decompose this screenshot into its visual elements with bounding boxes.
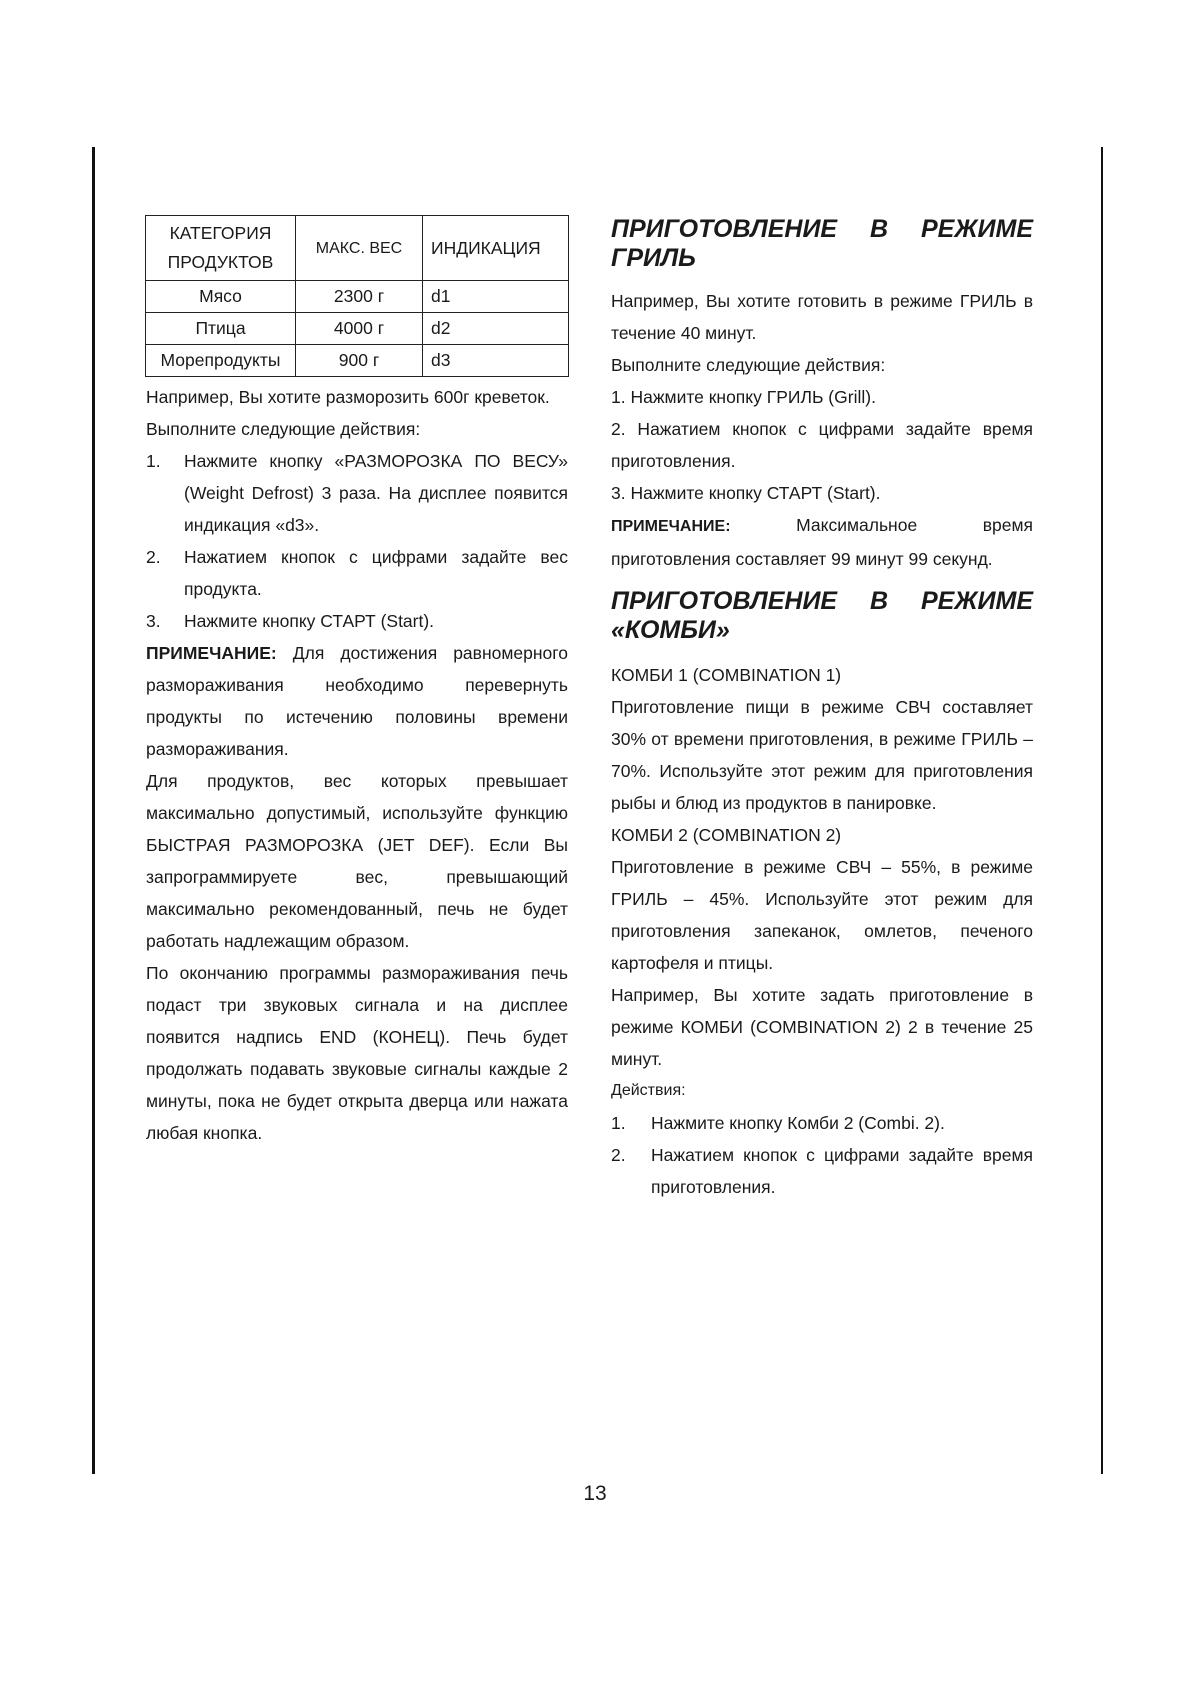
title-word: ПРИГОТОВЛЕНИЕ [611,215,838,243]
list-item [611,1139,1033,1203]
defrost-note [146,637,568,765]
title-line-1 [611,587,1033,616]
grill-note [611,509,1033,575]
table-cell-weight: 4000 г [296,313,423,345]
title-word: В [870,587,889,615]
step-text: Нажмите кнопку Комби 2 (Combi. 2). [651,1113,945,1133]
note-label: ПРИМЕЧАНИЕ: [146,643,277,663]
combi-steps-list [611,1107,1033,1203]
note-label: ПРИМЕЧАНИЕ: [611,518,731,535]
page-number: 13 [583,1482,607,1505]
table-header-max-weight: МАКС. ВЕС [296,216,423,281]
left-column [146,215,568,1149]
note-text: Для достижения равномерного размораживания необходимо перевернуть продукты по истечению половины времени размораживания. [146,643,568,759]
table-cell-category: Мясо [146,281,296,313]
title-word: В [870,215,889,243]
step-text: Нажатием кнопок с цифрами задайте время приготовления. [651,1145,1033,1197]
combi-section-title [611,587,1033,645]
list-item [146,605,568,637]
combi-actions-heading: Действия: [611,1082,686,1099]
title-line-2: «КОМБИ» [611,616,730,644]
table-row [146,313,569,345]
defrost-end-paragraph: По окончанию программы размораживания печь подаст три звуковых сигнала и на дисплее появится надпись END (КОНЕЦ). Печь будет продолжать подавать звуковые сигналы каждые 2 минуты, пока не будет открыта дверца или нажата любая кнопка. [146,963,568,1143]
step-number: 2. [146,547,161,567]
list-item [146,541,568,605]
table-row [146,281,569,313]
table-cell-weight: 900 г [296,345,423,377]
combi-example-text: Например, Вы хотите задать приготовление в режиме КОМБИ (COMBINATION 2) 2 в течение 25 минут. [611,985,1033,1069]
step-number: 2. [611,1145,626,1165]
grill-example-text: Например, Вы хотите готовить в режиме ГРИЛЬ в течение 40 минут. [611,291,1033,343]
defrost-example-text: Например, Вы хотите разморозить 600г креветок. [146,387,550,407]
list-item [146,445,568,541]
title-word: РЕЖИМЕ [920,215,1033,243]
list-item [611,1107,1033,1139]
table-cell-code: d1 [423,281,569,313]
page-border-left [92,147,95,1474]
combi1-description: Приготовление пищи в режиме СВЧ составляет 30% от времени приготовления, в режиме ГРИЛЬ – 70%. Используйте этот режим для приготовления рыбы и блюд из продуктов в панировке. [611,697,1033,813]
table-row [146,345,569,377]
table-cell-code: d3 [423,345,569,377]
defrost-actions-heading: Выполните следующие действия: [146,419,421,439]
list-item: 3. Нажмите кнопку СТАРТ (Start). [611,483,881,503]
defrost-steps-list [146,445,568,637]
title-word: ПРИГОТОВЛЕНИЕ [611,587,838,615]
title-line-1 [611,215,1033,244]
combi2-label: КОМБИ 2 (COMBINATION 2) [611,825,842,845]
defrost-weight-table [145,215,569,377]
title-word: РЕЖИМЕ [920,587,1033,615]
step-text: Нажмите кнопку СТАРТ (Start). [184,611,435,631]
table-header-indication: ИНДИКАЦИЯ [423,216,569,281]
table-cell-category: Морепродукты [146,345,296,377]
list-item: 2. Нажатием кнопок с цифрами задайте время приготовления. [611,419,1033,471]
combi2-description: Приготовление в режиме СВЧ – 55%, в режиме ГРИЛЬ – 45%. Используйте этот режим для приготовления запеканок, омлетов, печеного картофеля и птицы. [611,857,1033,973]
grill-section-title [611,215,1033,273]
table-header-row [146,216,569,281]
note-text: Максимальное время приготовления составляет 99 минут 99 секунд. [611,515,1033,569]
combi1-label: КОМБИ 1 (COMBINATION 1) [611,665,842,685]
table-header-category: КАТЕГОРИЯ ПРОДУКТОВ [146,216,296,281]
grill-actions-heading: Выполните следующие действия: [611,355,886,375]
step-text: Нажатием кнопок с цифрами задайте вес продукта. [184,547,568,599]
overweight-paragraph: Для продуктов, вес которых превышает максимально допустимый, используйте функцию БЫСТРАЯ РАЗМОРОЗКА (JET DEF). Если Вы запрограммируете вес, превышающий максимально рекомендованный, печь не будет работать надлежащим образом. [146,771,568,951]
step-number: 1. [146,451,161,471]
right-column [611,215,1033,1203]
table-cell-category: Птица [146,313,296,345]
page-border-right [1101,147,1103,1474]
table-cell-weight: 2300 г [296,281,423,313]
title-line-2: ГРИЛЬ [611,244,696,272]
list-item: 1. Нажмите кнопку ГРИЛЬ (Grill). [611,387,876,407]
grill-steps-list [611,381,1033,509]
step-text: Нажмите кнопку «РАЗМОРОЗКА ПО ВЕСУ» (Weight Defrost) 3 раза. На дисплее появится индикация «d3». [184,451,568,535]
table-cell-code: d2 [423,313,569,345]
step-number: 1. [611,1113,626,1133]
step-number: 3. [146,611,161,631]
